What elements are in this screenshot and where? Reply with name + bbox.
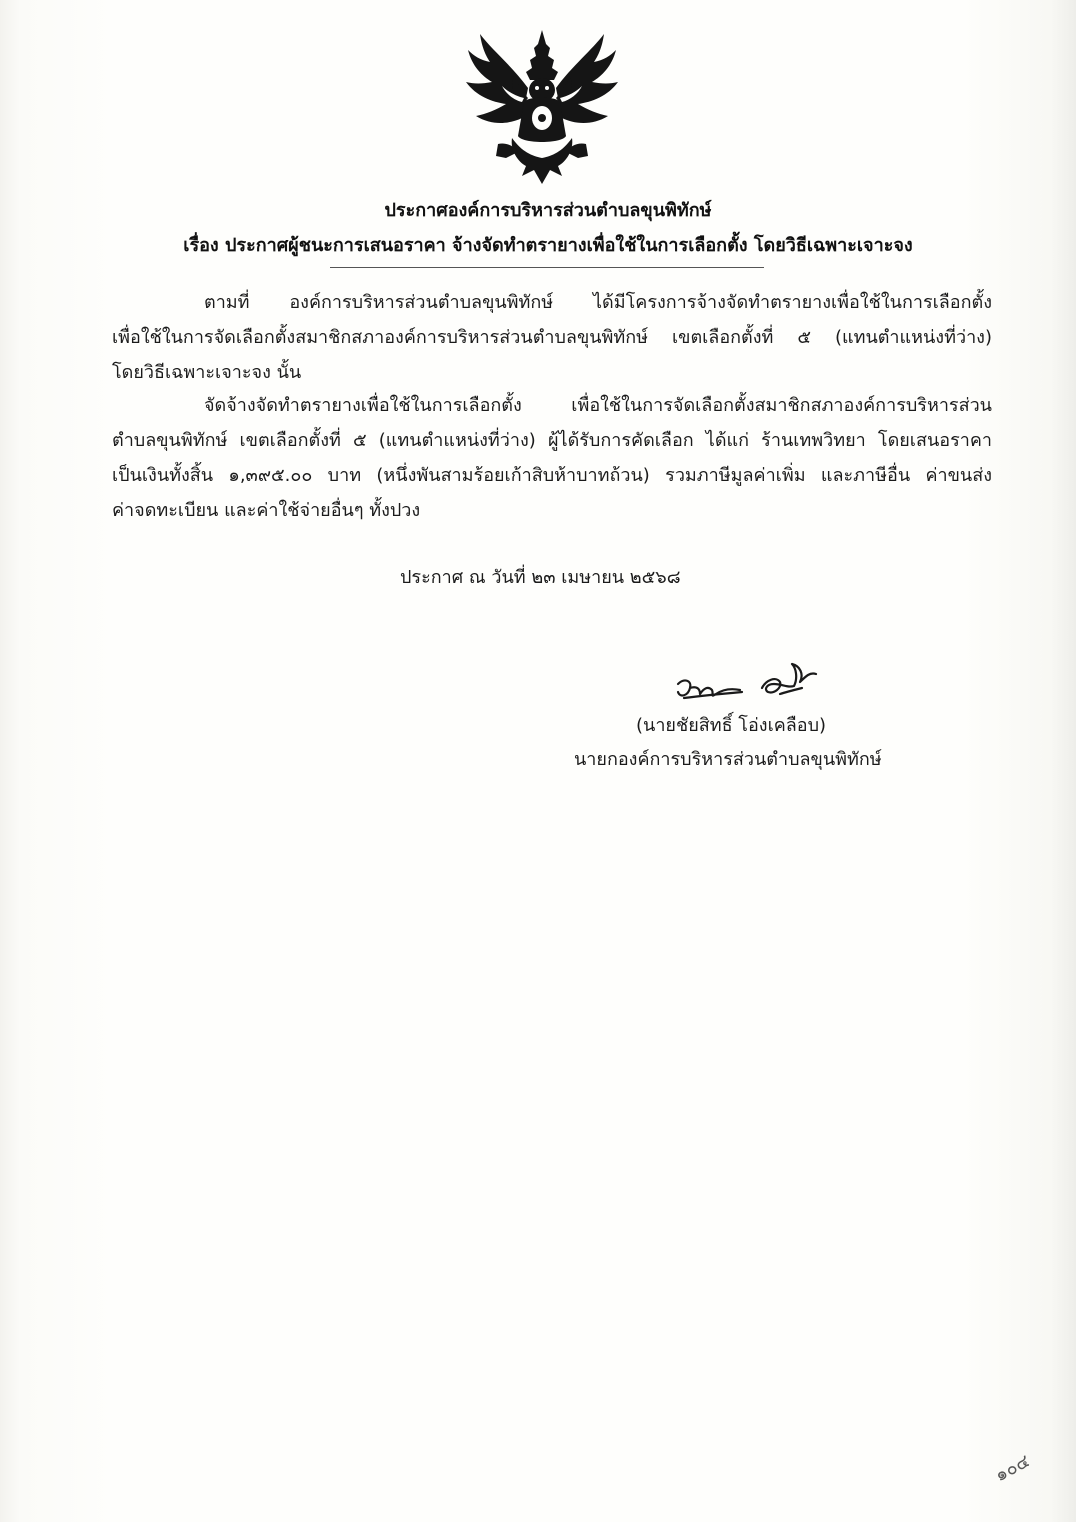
document-subject: เรื่อง ประกาศผู้ชนะการเสนอราคา จ้างจัดทำตรายางเพื่อใช้ในการเลือกตั้ง โดยวิธีเฉพาะเจาะจง <box>183 235 913 256</box>
paragraph-line: จัดจ้างจัดทำตรายางเพื่อใช้ในการเลือกตั้ง เพื่อใช้ในการจัดเลือกตั้งสมาชิกสภาองค์การบริหารส่วน <box>204 395 992 416</box>
title-divider <box>330 267 764 268</box>
announcement-date: ประกาศ ณ วันที่ ๒๓ เมษายน ๒๕๖๘ <box>400 567 681 588</box>
paragraph-line: ตามที่ องค์การบริหารส่วนตำบลขุนพิทักษ์ ได้มีโครงการจ้างจัดทำตรายางเพื่อใช้ในการเลือกตั้ง <box>204 292 992 313</box>
garuda-emblem-icon <box>462 26 622 188</box>
paragraph-intro <box>112 285 992 390</box>
handwritten-signature-icon <box>670 658 830 710</box>
paragraph-line: ค่าจดทะเบียน และค่าใช้จ่ายอื่นๆ ทั้งปวง <box>112 500 421 521</box>
document-title: ประกาศองค์การบริหารส่วนตำบลขุนพิทักษ์ <box>384 200 712 221</box>
paragraph-line: ตำบลขุนพิทักษ์ เขตเลือกตั้งที่ ๕ (แทนตำแหน่งที่ว่าง) ผู้ได้รับการคัดเลือก ได้แก่ ร้านเทพวิทยา โดยเสนอราคา <box>112 430 992 451</box>
paragraph-line: โดยวิธีเฉพาะเจาะจง นั้น <box>112 362 302 383</box>
paragraph-line: เป็นเงินทั้งสิ้น ๑,๓๙๕.๐๐ บาท (หนึ่งพันสามร้อยเก้าสิบห้าบาทถ้วน) รวมภาษีมูลค่าเพิ่ม และภาษีอื่น ค่าขนส่ง <box>112 465 992 486</box>
paragraph-award <box>112 388 992 528</box>
signer-position: นายกองค์การบริหารส่วนตำบลขุนพิทักษ์ <box>574 749 882 770</box>
signer-name: (นายชัยสิทธิ์ โอ่งเคลือบ) <box>636 715 827 736</box>
paragraph-line: เพื่อใช้ในการจัดเลือกตั้งสมาชิกสภาองค์การบริหารส่วนตำบลขุนพิทักษ์ เขตเลือกตั้งที่ ๕ (แทนตำแหน่งที่ว่าง) <box>112 327 992 348</box>
handwritten-page-number: ๑๐๔ <box>991 1450 1034 1487</box>
